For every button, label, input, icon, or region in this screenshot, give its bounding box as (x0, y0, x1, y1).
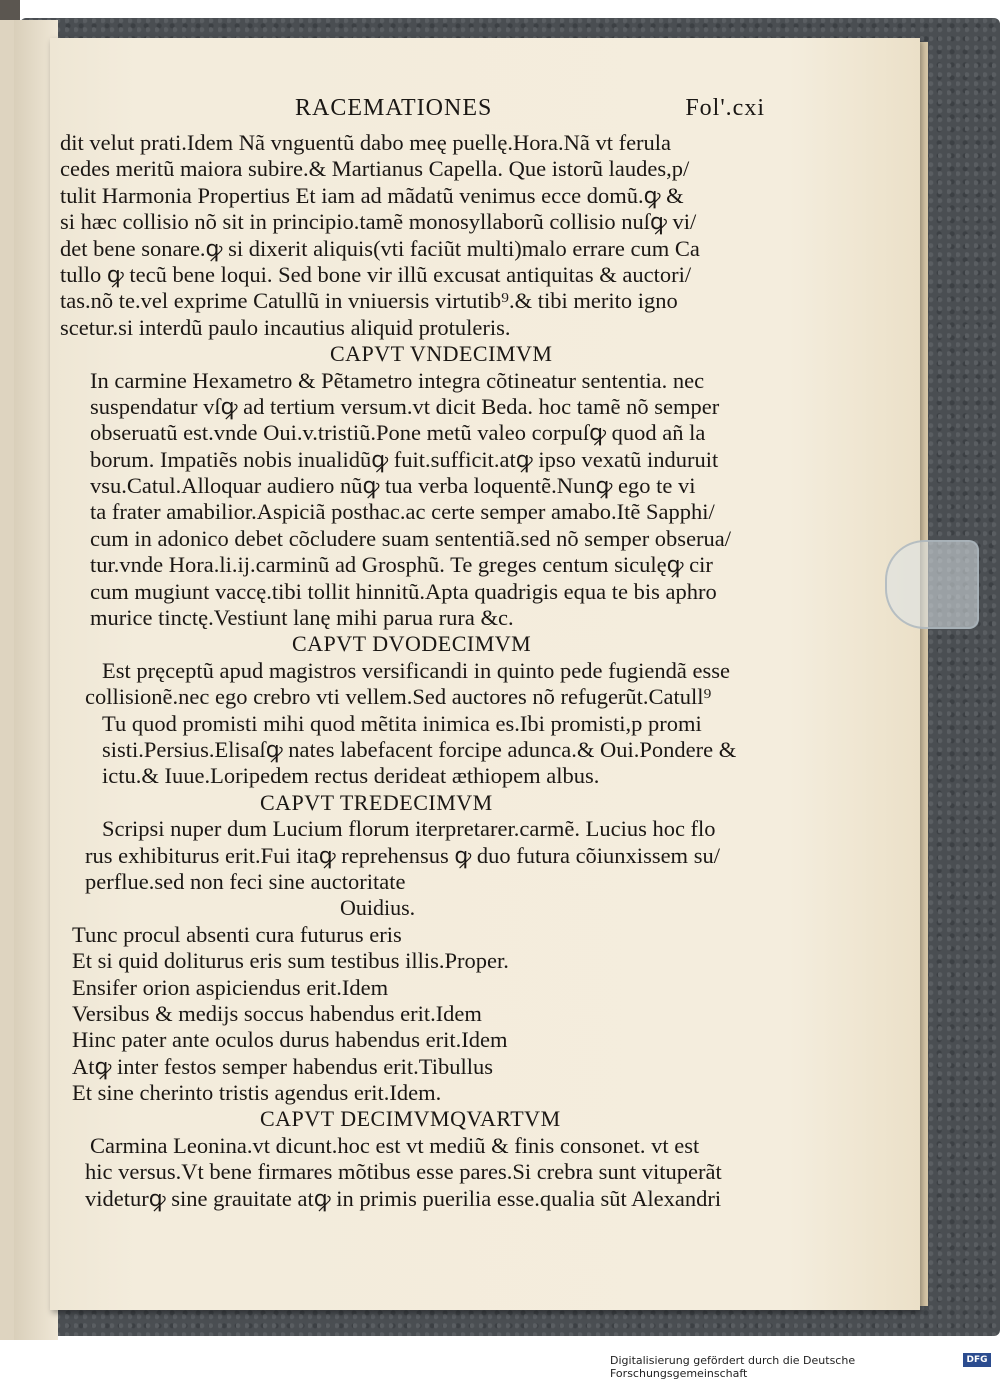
text-line: cum in adonico debet cõcludere suam sententiã.sed nõ semper obserua/ (90, 525, 732, 551)
text-line: Carmina Leonina.vt dicunt.hoc est vt mediũ & finis consonet. vt est (90, 1132, 700, 1158)
text-line: In carmine Hexametro & Pẽtametro integra cõtineatur sententia. nec (90, 367, 705, 393)
chapter-heading: CAPVT DVODECIMVM (292, 631, 532, 657)
verse-line: Ensifer orion aspiciendus erit.Idem (72, 974, 389, 1000)
chapter-heading: CAPVT DECIMVMQVARTVM (260, 1106, 561, 1132)
text-line: sisti.Persius.Elisaſꝙ nates labefacent forcipe adunca.& Oui.Pondere & (102, 736, 737, 762)
text-line: ta frater amabilior.Aspiciã posthac.ac certe semper amabo.Itẽ Sapphi/ (90, 499, 715, 525)
text-line: videturꝙ sine grauitate atꝙ in primis puerilia esse.qualia sũt Alexandri (85, 1185, 722, 1211)
text-line: perflue.sed non feci sine auctoritate (85, 868, 406, 894)
verse-line: Et si quid doliturus eris sum testibus illis.Proper. (72, 948, 509, 974)
verse-line: Tunc procul absenti cura futurus eris (72, 921, 402, 947)
text-line: cum mugiunt vaccę.tibi tollit hinnitũ.Apta quadrigis equa te bis aphro (90, 578, 717, 604)
folio-number: Fol'.cxi (685, 95, 765, 121)
page-text (60, 130, 780, 1212)
text-line: tur.vnde Hora.li.ij.carminũ ad Grosphũ. Te greges centum siculęꝙ cir (90, 552, 713, 578)
verse-line: Et sine cherinto tristis agendus erit.Idem. (72, 1080, 442, 1106)
text-line: Tu quod promisti mihi quod mẽtita inimica es.Ibi promisti,p promi (102, 710, 702, 736)
text-line: tulit Harmonia Propertius Et iam ad mãdatũ venimus ecce domũ.ꝙ & (60, 182, 684, 208)
text-line: scetur.si interdũ paulo incautius aliquid protuleris. (60, 314, 511, 340)
facing-page-edge (0, 20, 15, 1340)
text-line: tullo ꝙ tecũ bene loqui. Sed bone vir illũ excusat antiquitas & auctori/ (60, 261, 692, 287)
chapter-heading: CAPVT TREDECIMVM (260, 789, 493, 815)
text-line: rus exhibiturus erit.Fui itaꝙ reprehensus ꝙ duo futura cõiunxissem su/ (85, 842, 720, 868)
text-line: murice tinctę.Vestiunt lanę mihi parua rura &c. (90, 605, 514, 631)
text-line: borum. Impatiẽs nobis inualidũꝙ fuit.sufficit.atꝙ ipso vexatũ induruit (90, 446, 719, 472)
text-line: tas.nõ te.vel exprime Catullũ in vniuersis virtutib⁹.& tibi merito igno (60, 288, 678, 314)
text-line: det bene sonare.ꝙ si dixerit aliquis(vti faciũt multi)malo errare cum Ca (60, 235, 700, 261)
text-line: Est pręceptũ apud magistros versificandi in quinto pede fugiendã esse (102, 657, 730, 683)
digitization-credit (600, 1352, 995, 1380)
text-line: si hæc collisio nõ sit in principio.tamẽ monosyllaborũ collisio nuſꝙ vi/ (60, 209, 697, 235)
dfg-logo[interactable]: DFG (963, 1353, 991, 1367)
verse-line: Versibus & medijs soccus habendus erit.Idem (72, 1000, 482, 1026)
verse-line: Hinc pater ante oculos durus habendus erit.Idem (72, 1027, 508, 1053)
text-line: hic versus.Vt bene firmares mõtibus esse pares.Si crebra sunt vituperãt (85, 1159, 722, 1185)
text-line: collisionẽ.nec ego crebro vti vellem.Sed auctores nõ refugerũt.Catull⁹ (85, 684, 712, 710)
verse-line: Atꝙ inter festos semper habendus erit.Tibullus (72, 1053, 494, 1079)
credit-text: Digitalisierung gefördert durch die Deutsche Forschungsgemeinschaft (610, 1354, 856, 1380)
page-clip (885, 540, 979, 629)
chapter-heading: CAPVT VNDECIMVM (330, 341, 553, 367)
text-line: dit velut prati.Idem Nã vnguentũ dabo meę puellę.Hora.Nã vt ferula (60, 130, 672, 155)
page-header (295, 95, 775, 125)
text-line: ictu.& Iuue.Loripedem rectus derideat æthiopem albus. (102, 763, 600, 789)
running-title: RACEMATIONES (295, 95, 493, 121)
text-line: suspendatur vſꝙ ad tertium versum.vt dicit Beda. hoc tamẽ nõ semper (90, 393, 720, 419)
text-line: cedes meritũ maiora subire.& Martianus Capella. Que istorũ laudes,p/ (60, 156, 690, 182)
text-line: vsu.Catul.Alloquar audiero nũꝙ tua verba loquentẽ.Nunꝙ ego te vi (90, 473, 696, 499)
text-line: obseruatũ est.vnde Oui.v.tristiũ.Pone metũ valeo corpuſꝙ quod añ la (90, 420, 706, 446)
text-line: Scripsi nuper dum Lucium florum iterpretarer.carmẽ. Lucius hoc flo (102, 816, 716, 842)
author-heading: Ouidius. (340, 895, 416, 921)
